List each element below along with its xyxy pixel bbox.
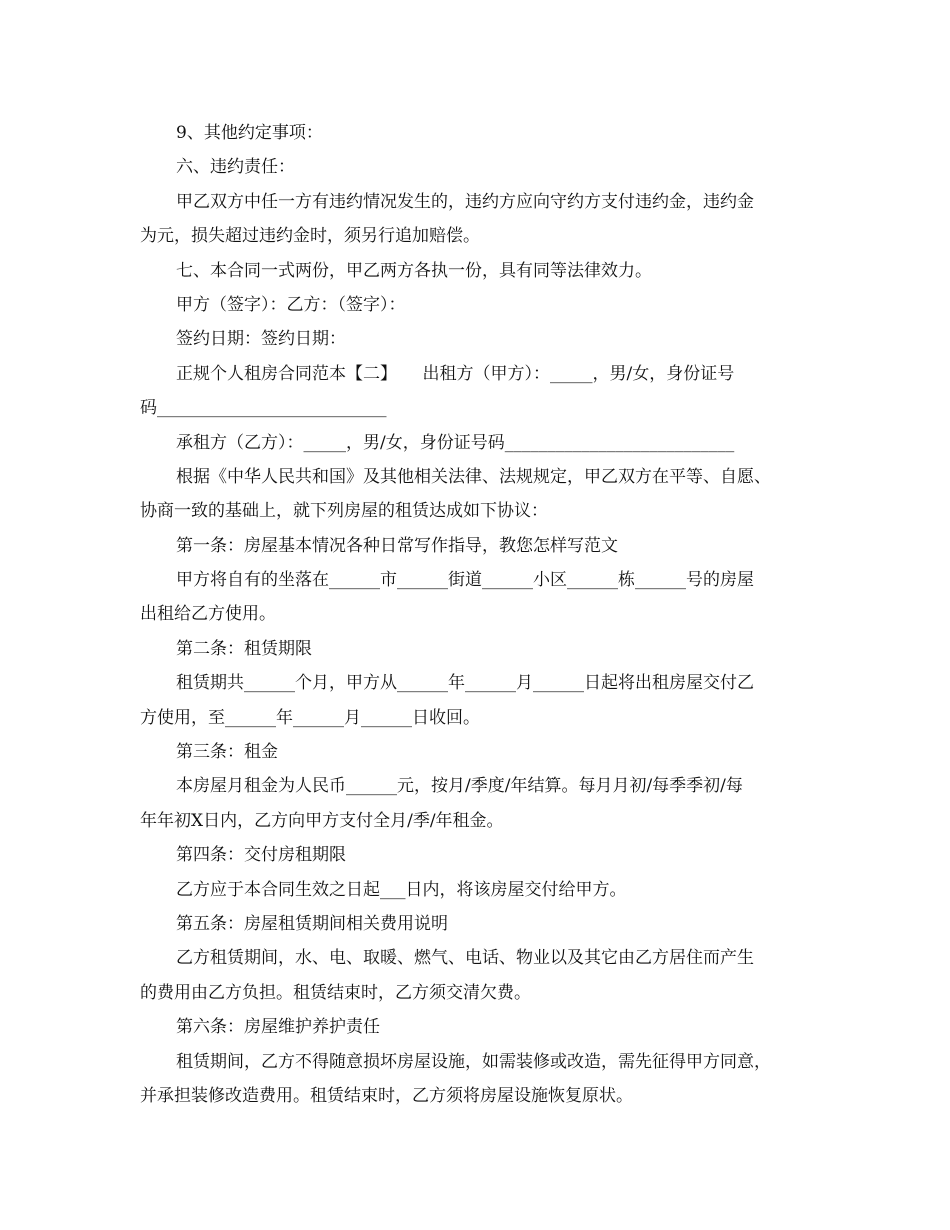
article-3-text-line-2: 年年初X日内，乙方向甲方支付全月/季/年租金。 <box>140 810 504 831</box>
article-6-heading: 第六条：房屋维护养护责任 <box>176 1017 380 1038</box>
signing-date-line: 签约日期：签约日期： <box>176 329 346 350</box>
preamble-line-2: 协商一致的基础上，就下列房屋的租赁达成如下协议： <box>140 501 548 522</box>
article-6-text-line-1: 租赁期间，乙方不得随意损坏房屋设施，如需装修或改造，需先征得甲方同意， <box>176 1051 771 1072</box>
document-body <box>140 116 830 1113</box>
contract-title-lessor-line: 正规个人租房合同范本【二】 出租方（甲方）：_____，男/女，身份证号 <box>176 363 735 384</box>
article-2-heading: 第二条：租赁期限 <box>176 638 312 659</box>
breach-text-line-2: 为元，损失超过违约金时，须另行追加赔偿。 <box>140 226 480 247</box>
article-5-text-line-2: 的费用由乙方负担。租赁结束时，乙方须交清欠费。 <box>140 982 531 1003</box>
article-2-text-line-1: 租赁期共______个月，甲方从______年______月______日起将出租房屋交付乙 <box>176 673 754 694</box>
article-1-text-line-2: 出租给乙方使用。 <box>140 604 276 625</box>
article-6-text-line-2: 并承担装修改造费用。租赁结束时，乙方须将房屋设施恢复原状。 <box>140 1085 633 1106</box>
article-5-text-line-1: 乙方租赁期间，水、电、取暖、燃气、电话、物业以及其它由乙方居住而产生 <box>176 948 754 969</box>
clause-9-heading: 9、其他约定事项： <box>176 123 323 143</box>
article-1-text-line-1: 甲方将自有的坐落在______市______街道______小区______栋______号的房屋 <box>176 570 754 591</box>
section-6-heading: 六、违约责任： <box>176 157 295 178</box>
lessee-line: 承租方（乙方）：_____，男/女，身份证号码___________________________ <box>176 432 735 453</box>
article-2-text-line-2: 方使用，至______年______月______日收回。 <box>140 707 480 728</box>
lessor-id-line: 码___________________________ <box>140 398 387 419</box>
article-3-text-line-1: 本房屋月租金为人民币______元，按月/季度/年结算。每月月初/每季季初/每 <box>176 776 743 797</box>
section-7-text: 七、本合同一式两份，甲乙两方各执一份，具有同等法律效力。 <box>176 260 652 281</box>
article-4-heading: 第四条：交付房租期限 <box>176 845 346 866</box>
article-3-heading: 第三条：租金 <box>176 742 278 763</box>
article-1-heading: 第一条：房屋基本情况各种日常写作指导，教您怎样写范文 <box>176 535 618 556</box>
signature-line: 甲方（签字）：乙方：（签字）： <box>176 294 406 315</box>
breach-text-line-1: 甲乙双方中任一方有违约情况发生的，违约方应向守约方支付违约金，违约金 <box>176 191 754 212</box>
article-4-text: 乙方应于本合同生效之日起___日内，将该房屋交付给甲方。 <box>176 879 627 900</box>
preamble-line-1: 根据《中华人民共和国》及其他相关法律、法规规定，甲乙双方在平等、自愿、 <box>176 466 771 487</box>
article-5-heading: 第五条：房屋租赁期间相关费用说明 <box>176 913 448 934</box>
